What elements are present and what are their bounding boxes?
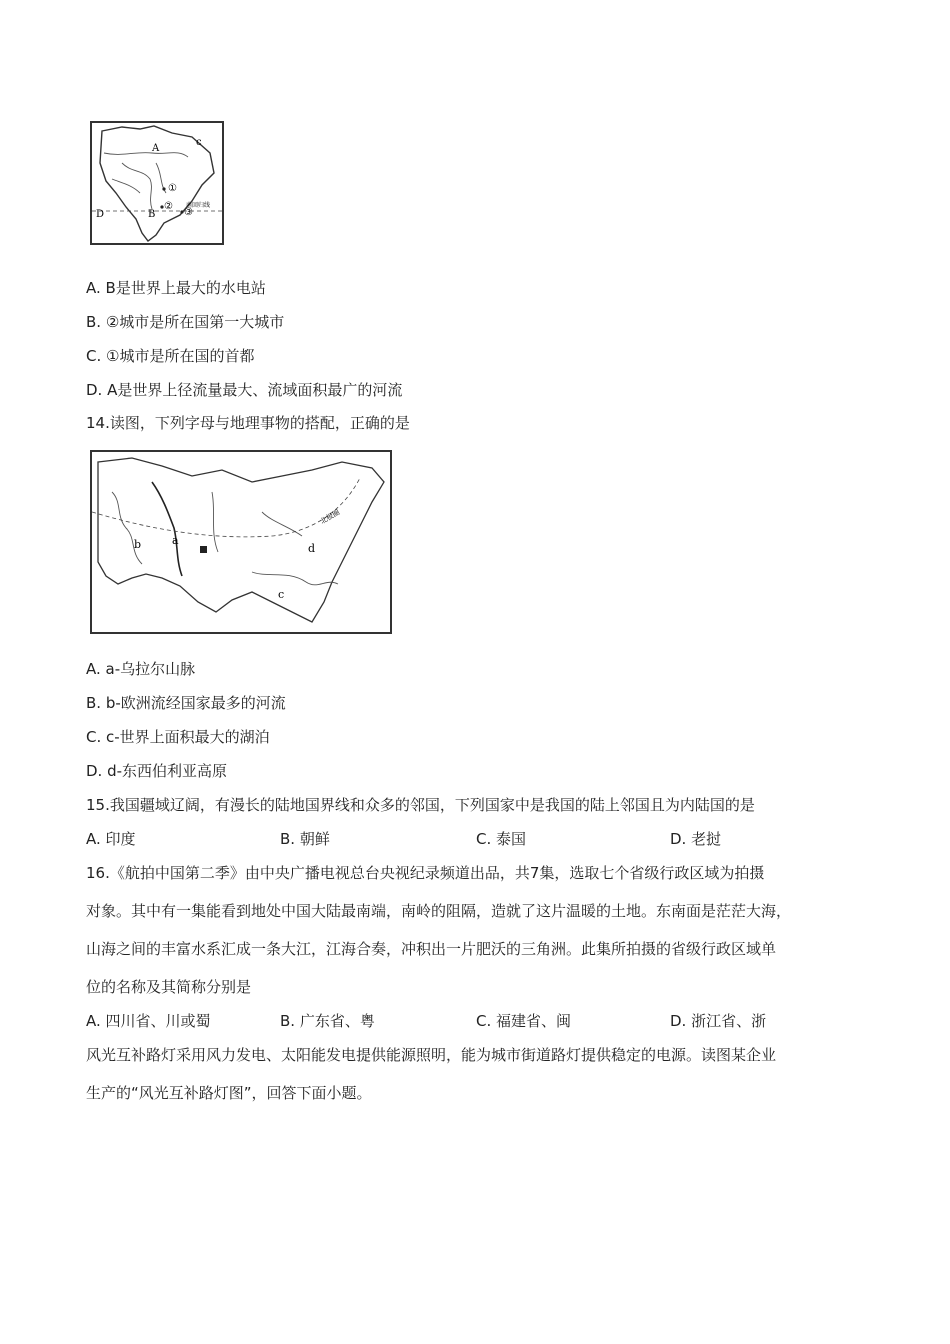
map1-label-b: B: [148, 209, 156, 220]
q16-option-a: A. 四川省、川或蜀: [86, 1012, 211, 1030]
map1-label-a: A: [152, 143, 160, 154]
q16-stem-line-4: 位的名称及其简称分别是: [86, 978, 252, 996]
intro-line-2: 生产的“风光互补路灯图”，回答下面小题。: [86, 1084, 372, 1102]
q15-option-a: A. 印度: [86, 830, 136, 848]
q14-option-b: B. b-欧洲流经国家最多的河流: [86, 694, 286, 712]
map2-label-arctic: 北极圈: [319, 508, 342, 526]
q14-option-a: A. a-乌拉尔山脉: [86, 660, 196, 678]
map2-label-b: b: [134, 538, 142, 551]
q15-option-c: C. 泰国: [476, 830, 527, 848]
q16-stem-line-2: 对象。其中有一集能看到地处中国大陆最南端，南岭的阻隔，造就了这片温暖的土地。东南面是茫茫大海，: [86, 902, 792, 920]
q15-option-b: B. 朝鲜: [280, 830, 330, 848]
map1-label-1: ①: [168, 183, 177, 194]
q16-stem-line-3: 山海之间的丰富水系汇成一条大江，江海合奏，冲积出一片肥沃的三角洲。此集所拍摄的省级行政区域单: [86, 940, 777, 958]
q13-option-a: A. B是世界上最大的水电站: [86, 279, 266, 297]
south-america-map: [90, 121, 224, 245]
q16-stem-line-1: 16.《航拍中国第二季》由中央广播电视总台央视纪录频道出品，共7集，选取七个省级行政区域为拍摄: [86, 864, 765, 882]
q14-option-d: D. d-东西伯利亚高原: [86, 762, 228, 780]
eurasia-map: [90, 450, 392, 634]
q13-option-d: D. A是世界上径流量最大、流域面积最广的河流: [86, 381, 403, 399]
map2-label-a: a: [172, 534, 179, 547]
map2-label-d: d: [308, 542, 316, 555]
south-america-map-svg: [92, 123, 222, 243]
q15-stem: 15.我国疆域辽阔，有漫长的陆地国界线和众多的邻国，下列国家中是我国的陆上邻国且为内陆国的是: [86, 796, 755, 814]
q16-option-d: D. 浙江省、浙: [670, 1012, 767, 1030]
map1-label-tropic: 南回归线: [186, 202, 211, 209]
q16-option-b: B. 广东省、粤: [280, 1012, 375, 1030]
q14-stem: 14.读图，下列字母与地理事物的搭配，正确的是: [86, 414, 410, 432]
map1-label-3: ③: [184, 207, 193, 218]
map2-label-c: c: [278, 588, 285, 601]
q15-option-d: D. 老挝: [670, 830, 722, 848]
q13-option-c: C. ①城市是所在国的首都: [86, 347, 255, 365]
eurasia-map-svg: [92, 452, 390, 632]
q13-option-b: B. ②城市是所在国第一大城市: [86, 313, 285, 331]
map1-label-c: c: [196, 137, 202, 148]
map1-label-2: ②: [164, 201, 173, 212]
q14-option-c: C. c-世界上面积最大的湖泊: [86, 728, 270, 746]
q16-option-c: C. 福建省、闽: [476, 1012, 572, 1030]
intro-line-1: 风光互补路灯采用风力发电、太阳能发电提供能源照明，能为城市街道路灯提供稳定的电源。读图某企业: [86, 1046, 777, 1064]
map1-label-d: D: [96, 209, 105, 220]
